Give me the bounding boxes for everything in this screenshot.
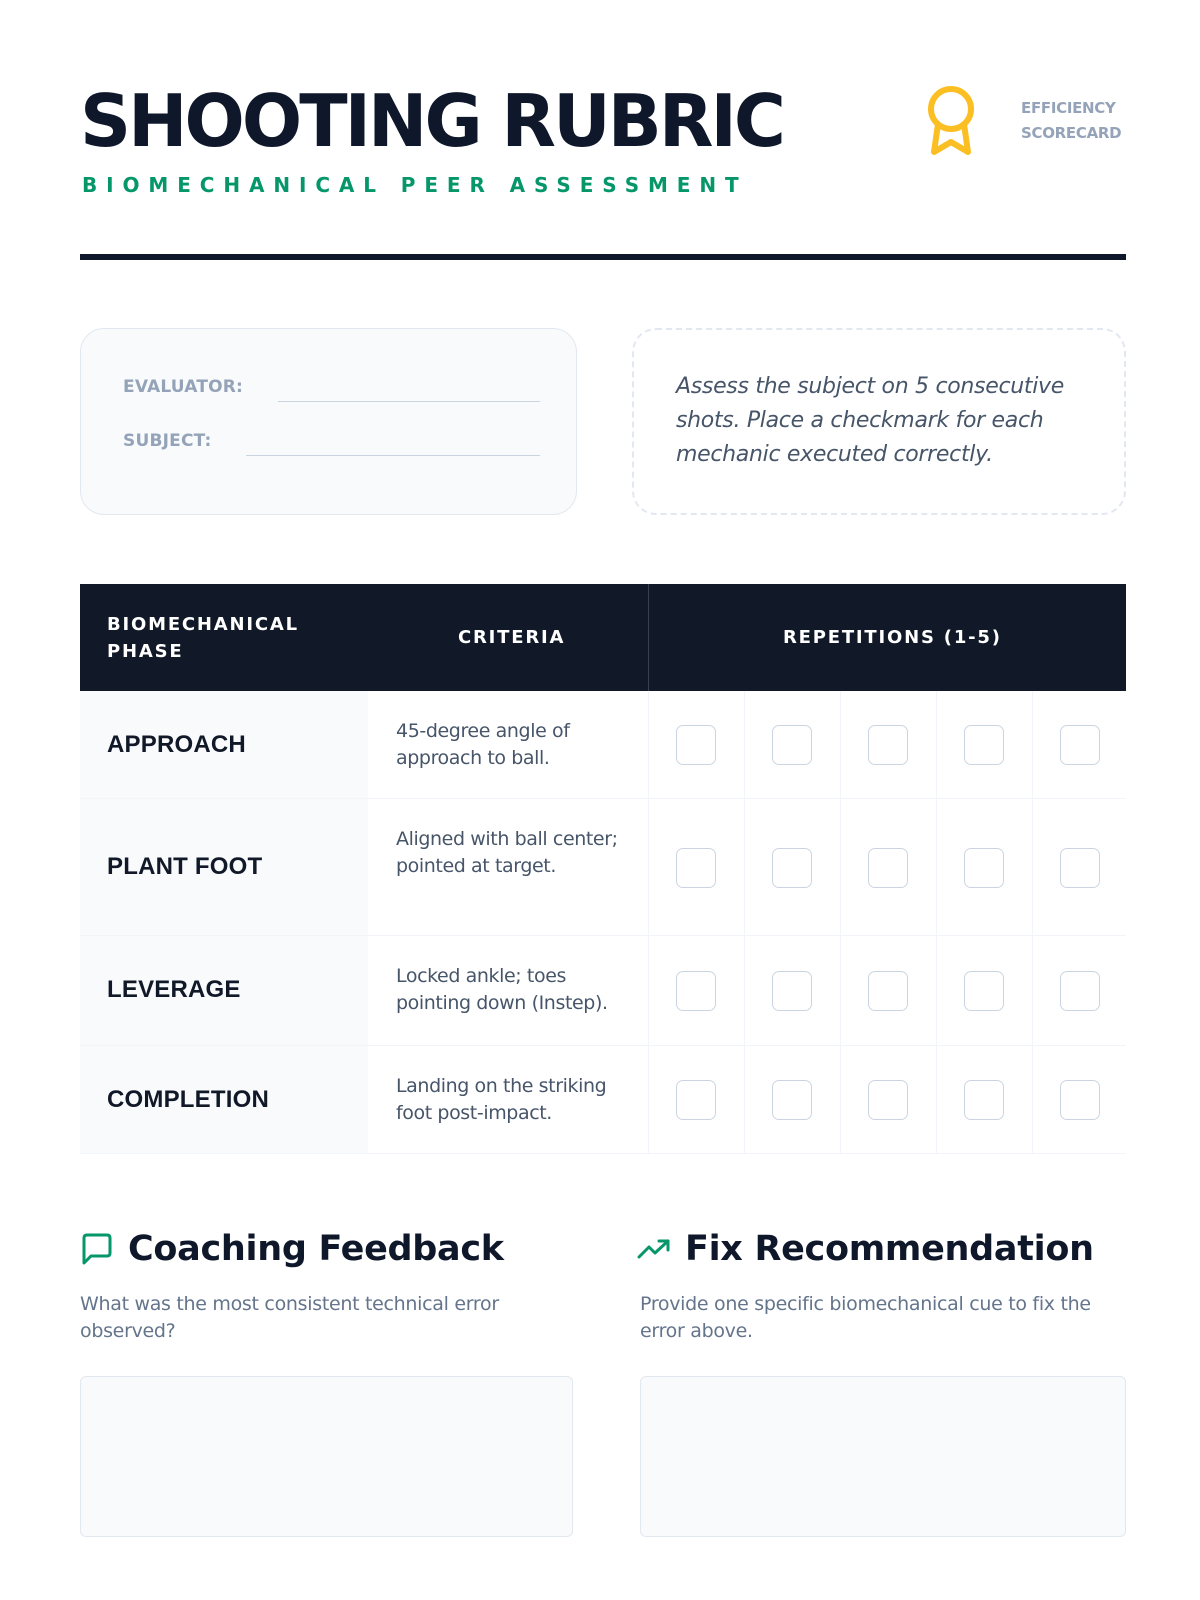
phase-label: COMPLETION [107, 1086, 269, 1113]
repetition-column-divider [648, 799, 649, 935]
recommendation-answer-box[interactable] [640, 1376, 1126, 1537]
subject-label: SUBJECT: [123, 431, 212, 451]
repetition-column-divider [744, 691, 745, 798]
evaluator-label: EVALUATOR: [123, 377, 244, 397]
repetition-5-checkbox[interactable] [1060, 1080, 1100, 1120]
trending-up-icon [637, 1232, 671, 1266]
repetition-1-checkbox[interactable] [676, 725, 716, 765]
repetition-column-divider [936, 691, 937, 798]
recommendation-prompt: Provide one specific biomechanical cue to fix the error above. [640, 1293, 1091, 1342]
feedback-title: Coaching Feedback [128, 1229, 504, 1269]
phase-column-header: BIOMECHANICAL PHASE [107, 614, 299, 662]
repetition-column-divider [1032, 1046, 1033, 1153]
instructions-text: Assess the subject on 5 consecutive shots. Place a checkmark for each mechanic executed correctly. [676, 374, 1064, 467]
repetition-1-checkbox[interactable] [676, 971, 716, 1011]
repetition-column-divider [648, 1046, 649, 1153]
repetition-column-divider [936, 936, 937, 1045]
repetition-4-checkbox[interactable] [964, 725, 1004, 765]
header-divider [80, 254, 1126, 260]
award-ribbon-icon [926, 84, 976, 160]
phase-label: PLANT FOOT [107, 853, 263, 880]
repetition-column-divider [1032, 799, 1033, 935]
message-square-icon [80, 1232, 114, 1266]
table-row [80, 936, 1126, 1046]
repetition-4-checkbox[interactable] [964, 1080, 1004, 1120]
repetition-3-checkbox[interactable] [868, 725, 908, 765]
page-title: SHOOTING RUBRIC [80, 79, 784, 163]
repetition-3-checkbox[interactable] [868, 1080, 908, 1120]
repetition-column-divider [648, 691, 649, 798]
feedback-answer-box[interactable] [80, 1376, 573, 1537]
repetition-5-checkbox[interactable] [1060, 848, 1100, 888]
repetition-column-divider [744, 799, 745, 935]
recommendation-heading [637, 1229, 1094, 1269]
repetition-4-checkbox[interactable] [964, 971, 1004, 1011]
participant-info-box [80, 328, 577, 515]
instructions-box [632, 328, 1126, 515]
header-divider-line [648, 584, 649, 691]
repetition-column-divider [840, 1046, 841, 1153]
repetition-1-checkbox[interactable] [676, 848, 716, 888]
repetition-2-checkbox[interactable] [772, 725, 812, 765]
criteria-column-header: CRITERIA [458, 627, 566, 648]
table-row [80, 691, 1126, 799]
table-row [80, 1046, 1126, 1154]
repetition-3-checkbox[interactable] [868, 848, 908, 888]
recommendation-title: Fix Recommendation [685, 1229, 1094, 1269]
criteria-text: 45-degree angle of approach to ball. [396, 720, 570, 769]
repetition-column-divider [648, 936, 649, 1045]
phase-label: LEVERAGE [107, 976, 241, 1003]
repetition-2-checkbox[interactable] [772, 971, 812, 1011]
repetition-2-checkbox[interactable] [772, 1080, 812, 1120]
repetition-1-checkbox[interactable] [676, 1080, 716, 1120]
criteria-text: Landing on the striking foot post-impact. [396, 1075, 607, 1124]
criteria-text: Aligned with ball center; pointed at target. [396, 828, 618, 877]
repetition-5-checkbox[interactable] [1060, 725, 1100, 765]
criteria-text: Locked ankle; toes pointing down (Instep). [396, 965, 608, 1014]
repetitions-column-header: REPETITIONS (1-5) [783, 627, 1002, 648]
repetition-column-divider [1032, 691, 1033, 798]
repetition-column-divider [744, 936, 745, 1045]
feedback-prompt: What was the most consistent technical error observed? [80, 1293, 499, 1342]
repetition-3-checkbox[interactable] [868, 971, 908, 1011]
evaluator-field[interactable] [278, 401, 540, 402]
repetition-column-divider [744, 1046, 745, 1153]
rubric-table [80, 584, 1126, 1154]
repetition-5-checkbox[interactable] [1060, 971, 1100, 1011]
repetition-column-divider [840, 799, 841, 935]
phase-label: APPROACH [107, 731, 246, 758]
subject-field[interactable] [246, 455, 540, 456]
feedback-heading [80, 1229, 504, 1269]
efficiency-scorecard-label: EFFICIENCY SCORECARD [1021, 99, 1122, 142]
repetition-column-divider [936, 1046, 937, 1153]
repetition-column-divider [1032, 936, 1033, 1045]
repetition-2-checkbox[interactable] [772, 848, 812, 888]
repetition-column-divider [840, 691, 841, 798]
repetition-column-divider [936, 799, 937, 935]
repetition-4-checkbox[interactable] [964, 848, 1004, 888]
page-subtitle: BIOMECHANICAL PEER ASSESSMENT [82, 173, 748, 197]
repetition-column-divider [840, 936, 841, 1045]
table-header [80, 584, 1126, 691]
table-row [80, 799, 1126, 936]
